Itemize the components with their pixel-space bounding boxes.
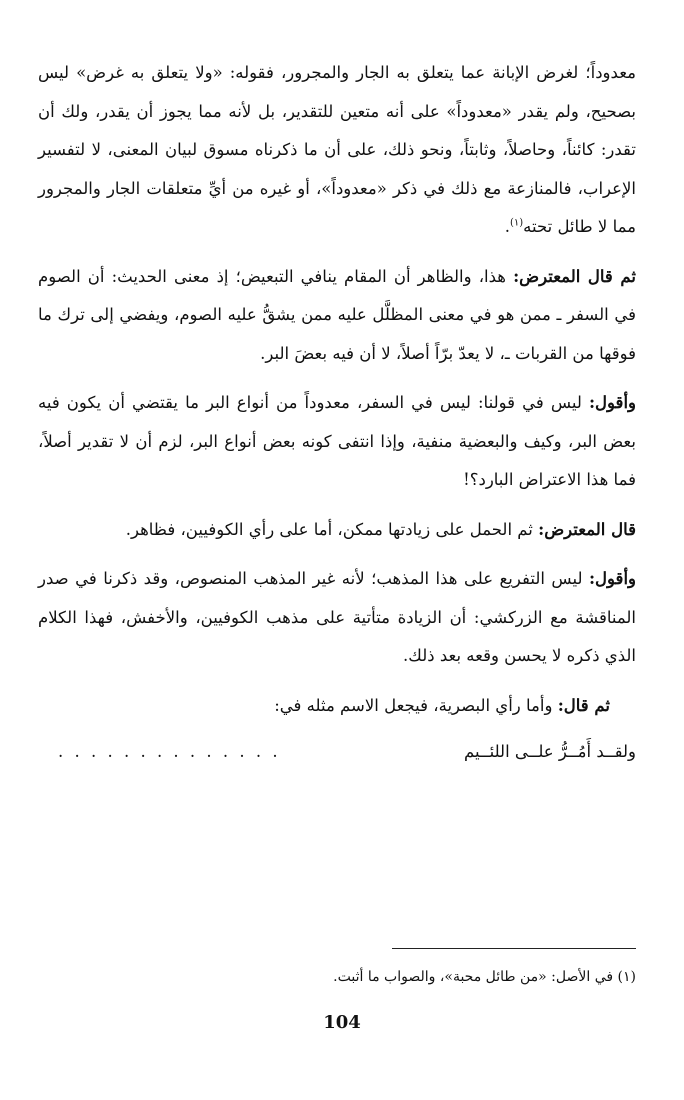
footnote-separator (392, 948, 636, 949)
main-text (38, 54, 636, 772)
paragraph-1 (38, 54, 636, 247)
paragraph-4 (38, 511, 636, 550)
footnote (76, 963, 636, 991)
verse-text: ولقــد أَمُــرُّ علــى اللئــيم (463, 742, 636, 761)
paragraph-6 (38, 687, 636, 726)
paragraph-5-text: ليس التفريع على هذا المذهب؛ لأنه غير المذهب المنصوص، وقد ذكرنا في صدر المناقشة مع الزركشي: أن الزيادة متأتية على مذهب الكوفيين، والأخفش، فهذا الكلام الذي ذكره لا يحسن وقعه بعد ذلك. (38, 569, 636, 665)
footnote-text: في الأصل: «من طائل محبة»، والصواب ما أثبت. (333, 969, 614, 985)
footnote-marker: (١) (509, 217, 524, 229)
poetry-verse (38, 733, 636, 772)
paragraph-1-text: معدوداً؛ لغرض الإبانة عما يتعلق به الجار والمجرور، فقوله: «ولا يتعلق به غرض» ليس بصحيح، ولم يقدر «معدوداً» على أنه متعين للتقدير، بل لأنه مما يجوز أن يقدر، ولك أن تقدر: كائناً، وحاصلاً، وثابتاً، ونحو ذلك، على أن ما ذكرناه مسوق لبيان المعنى، لا لتفسير الإعراب، فالمنازعة مع ذلك في ذكر «معدوداً»، أو غيره من أيِّ متعلقات الجار والمجرور مما لا طائل تحته (38, 63, 636, 236)
paragraph-5 (38, 560, 636, 676)
paragraph-4-lead: قال المعترض: (538, 519, 636, 539)
paragraph-1-end: . (504, 217, 510, 236)
footnote-number: (١) (617, 969, 636, 985)
paragraph-6-lead: ثم قال: (557, 695, 610, 715)
paragraph-6-text: وأما رأي البصرية، فيجعل الاسم مثله في: (274, 695, 558, 715)
verse-ellipsis-dots: . . . . . . . . . . . . . . (58, 742, 281, 761)
paragraph-2 (38, 258, 636, 374)
paragraph-4-text: ثم الحمل على زيادتها ممكن، أما على رأي الكوفيين، فظاهر. (125, 519, 539, 539)
paragraph-5-lead: وأقول: (588, 569, 636, 588)
paragraph-2-text: هذا، والظاهر أن المقام ينافي التبعيض؛ إذ معنى الحديث: أن الصوم في السفر ـ ممن هو في معنى المظلَّل عليه ممن يشقُّ عليه الصوم، ويفضي إلى ترك ما فوقها من القربات ـ، لا يعدّ برّاً أصلاً، لا أن فيه بعضَ البر. (38, 266, 636, 363)
paragraph-3-text: ليس في قولنا: ليس في السفر، معدوداً من أنواع البر ما يقتضي أن يكون فيه بعض البر، وكيف والبعضية منفية، وإذا انتفى كونه بعض أنواع البر، لزم أن لا تقدير أصلاً، فما هذا الاعتراض البارد؟! (38, 393, 636, 489)
paragraph-2-lead: ثم قال المعترض: (513, 266, 636, 286)
page-number: 104 (323, 1012, 361, 1033)
paragraph-3 (38, 384, 636, 500)
paragraph-3-lead: وأقول: (588, 393, 636, 412)
